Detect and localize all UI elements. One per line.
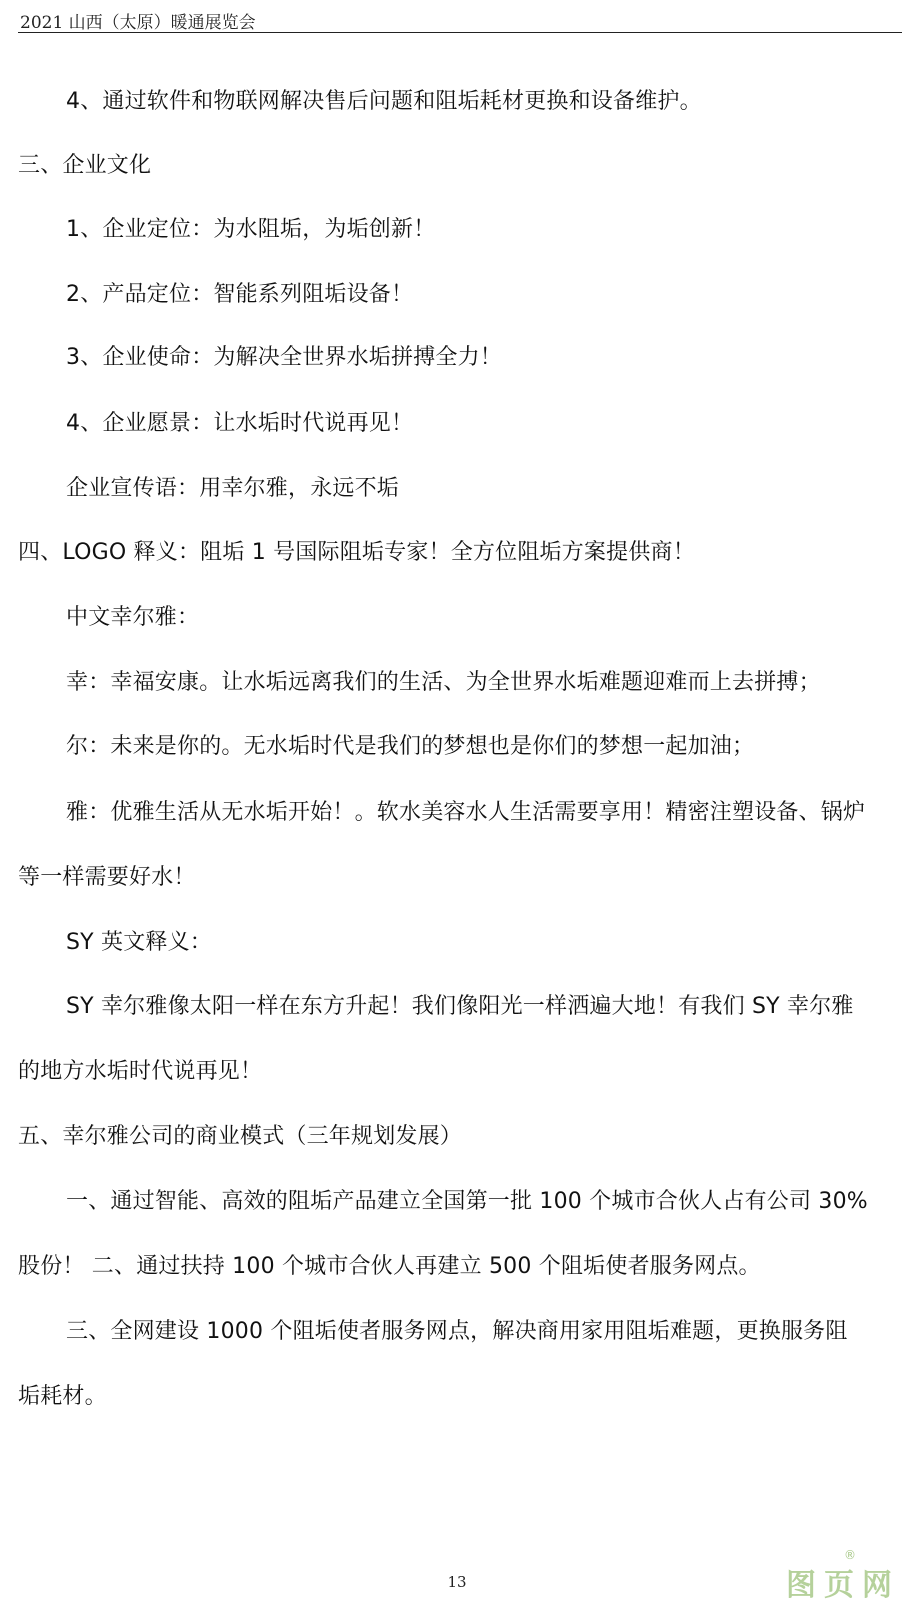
watermark-logo: 图页网: [786, 1568, 900, 1603]
text-line: 一、通过智能、高效的阻垢产品建立全国第一批 100 个城市合伙人占有公司 30%: [66, 1189, 868, 1214]
text-line: 的地方水垢时代说再见！: [18, 1059, 263, 1084]
text-line: 3、企业使命：为解决全世界水垢拼搏全力！: [66, 345, 502, 370]
section-heading: 三、企业文化: [18, 153, 152, 178]
text-line: 股份！ 二、通过扶持 100 个城市合伙人再建立 500 个阻垢使者服务网点。: [18, 1254, 761, 1279]
header-title: 2021 山西（太原）暖通展览会: [20, 13, 256, 33]
section-heading: 五、幸尔雅公司的商业模式（三年规划发展）: [18, 1124, 463, 1149]
text-line: 4、企业愿景：让水垢时代说再见！: [66, 411, 414, 436]
text-line: SY 幸尔雅像太阳一样在东方升起！我们像阳光一样洒遍大地！有我们 SY 幸尔雅: [66, 994, 854, 1019]
watermark-registered-mark: ®: [844, 1548, 856, 1562]
text-line: 尔：未来是你的。无水垢时代是我们的梦想也是你们的梦想一起加油；: [66, 734, 755, 759]
text-line: 三、全网建设 1000 个阻垢使者服务网点，解决商用家用阻垢难题，更换服务阻: [66, 1319, 848, 1344]
page-number: 13: [447, 1573, 467, 1591]
text-line: SY 英文释义：: [66, 930, 212, 955]
text-line: 企业宣传语：用幸尔雅，永远不垢: [66, 476, 400, 501]
section-heading: 四、LOGO 释义：阻垢 1 号国际阻垢专家！全方位阻垢方案提供商！: [18, 540, 695, 565]
text-line: 幸：幸福安康。让水垢远离我们的生活、为全世界水垢难题迎难而上去拼搏；: [66, 670, 821, 695]
text-line: 4、通过软件和物联网解决售后问题和阻垢耗材更换和设备维护。: [66, 89, 702, 114]
text-line: 1、企业定位：为水阻垢，为垢创新！: [66, 217, 436, 242]
text-line: 雅：优雅生活从无水垢开始！。软水美容水人生活需要享用！精密注塑设备、锅炉: [66, 800, 866, 825]
text-line: 2、产品定位：智能系列阻垢设备！: [66, 282, 414, 307]
text-line: 等一样需要好水！: [18, 865, 196, 890]
page-header: [18, 6, 902, 33]
text-line: 垢耗材。: [18, 1384, 107, 1409]
text-line: 中文幸尔雅：: [66, 605, 200, 630]
